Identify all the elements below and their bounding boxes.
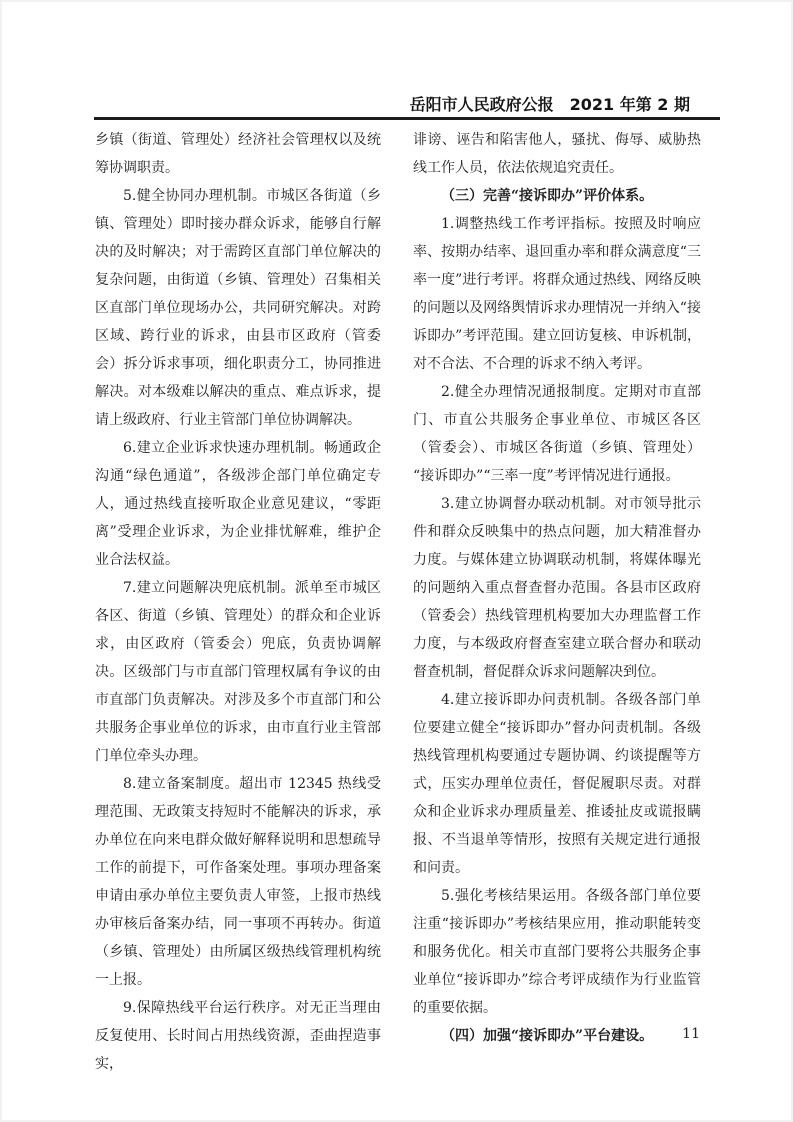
left-column — [95, 126, 381, 1078]
paragraph: 6.建立企业诉求快速办理机制。畅通政企沟通“绿色通道”，各级涉企部门单位确定专人，通过热线直接听取企业意见建议，“零距离”受理企业诉求，为企业排忧解难，维护企业合法权益。 — [95, 440, 381, 568]
paragraph: （三）完善“接诉即办”评价体系。 — [441, 188, 654, 204]
paragraph: 8.建立备案制度。超出市 12345 热线受理范围、无政策支持短时不能解决的诉求，承办单位在向来电群众做好解释说明和思想疏导工作的前提下，可作备案处理。事项办理备案申请由承办单位主要负责人审签，上报市热线办审核后备案办结，同一事项不再转办。街道（乡镇、管理处）由所属区级热线管理机构统一上报。 — [95, 776, 381, 988]
text-columns — [95, 126, 701, 1078]
paragraph: 5.健全协同办理机制。市城区各街道（乡镇、管理处）即时接办群众诉求，能够自行解决的及时解决；对于需跨区直部门单位解决的复杂问题，由街道（乡镇、管理处）召集相关区直部门单位现场办公，共同研究解决。对跨区域、跨行业的诉求，由县市区政府（管委会）拆分诉求事项，细化职责分工，协同推进解决。对本级难以解决的重点、难点诉求，提请上级政府、行业主管部门单位协调解决。 — [95, 188, 381, 428]
paragraph: （四）加强“接诉即办”平台建设。 — [441, 1028, 654, 1044]
paragraph: 1.调整热线工作考评指标。按照及时响应率、按期办结率、退回重办率和群众满意度“三率一度”进行考评。将群众通过热线、网络反映的问题以及网络舆情诉求办理情况一并纳入“接诉即办”考评范围。建立回访复核、申诉机制，对不合法、不合理的诉求不纳入考评。 — [413, 216, 701, 372]
running-header: 岳阳市人民政府公报 2021 年第 2 期 — [409, 95, 690, 114]
paragraph: 4.建立接诉即办问责机制。各级各部门单位要建立健全“接诉即办”督办问责机制。各级热线管理机构要通过专题协调、约谈提醒等方式，压实办理单位责任，督促履职尽责。对群众和企业诉求办理质量差、推诿扯皮或谎报瞒报、不当退单等情形，按照有关规定进行通报和问责。 — [413, 692, 701, 876]
right-column — [413, 126, 701, 1078]
paragraph: 2.健全办理情况通报制度。定期对市直部门、市直公共服务企事业单位、市城区各区（管委会）、市城区各街道（乡镇、管理处）“接诉即办”“三率一度”考评情况进行通报。 — [413, 384, 701, 484]
paragraph: 7.建立问题解决兜底机制。派单至市城区各区、街道（乡镇、管理处）的群众和企业诉求，由区政府（管委会）兜底，负责协调解决。区级部门与市直部门管理权属有争议的由市直部门负责解决。对涉及多个市直部门和公共服务企事业单位的诉求，由市直行业主管部门单位牵头办理。 — [95, 580, 381, 764]
paragraph: 诽谤、诬告和陷害他人，骚扰、侮辱、威胁热线工作人员，依法依规追究责任。 — [413, 132, 701, 176]
paragraph: 3.建立协调督办联动机制。对市领导批示件和群众反映集中的热点问题，加大精准督办力度。与媒体建立协调联动机制，将媒体曝光的问题纳入重点督查督办范围。各县市区政府（管委会）热线管理机构要加大办理监督工作力度，与本级政府督查室建立联合督办和联动督查机制，督促群众诉求问题解决到位。 — [413, 496, 701, 680]
paragraph: 乡镇（街道、管理处）经济社会管理权以及统筹协调职责。 — [95, 132, 381, 176]
header-rule — [94, 117, 720, 120]
paragraph: 9.保障热线平台运行秩序。对无正当理由反复使用、长时间占用热线资源，歪曲捏造事实， — [95, 1000, 381, 1072]
page-number: 11 — [682, 1026, 700, 1042]
paragraph: 5.强化考核结果运用。各级各部门单位要注重“接诉即办”考核结果应用，推动职能转变和服务优化。相关市直部门要将公共服务企事业单位“接诉即办”综合考评成绩作为行业监管的重要依据。 — [413, 888, 701, 1016]
